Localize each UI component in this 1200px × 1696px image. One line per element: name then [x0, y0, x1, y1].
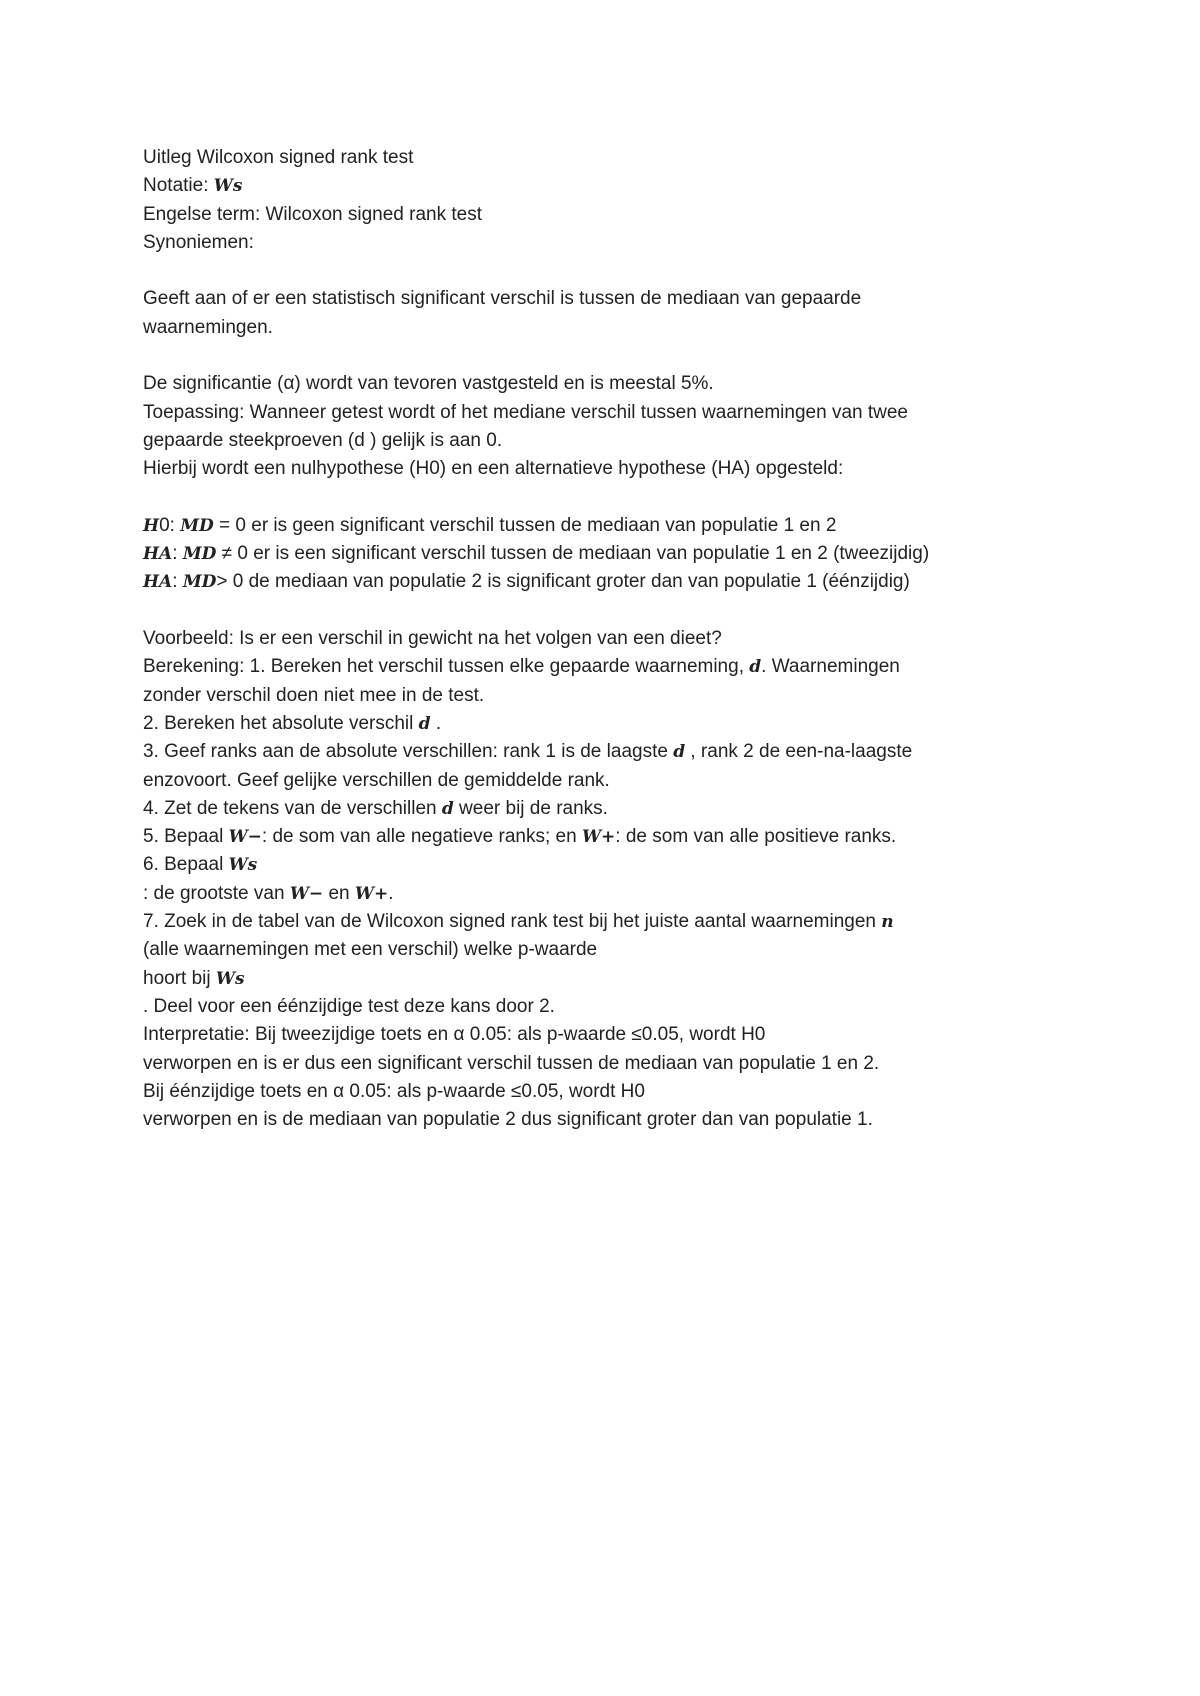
interpretation-line-2: verworpen en is er dus een significant verschil tussen de mediaan van populatie 1 en 2.	[143, 1052, 880, 1074]
hypotheses-intro-line: Hierbij wordt een nulhypothese (H0) en een alternatieve hypothese (HA) opgesteld:	[143, 458, 844, 480]
ha-text-1: :	[172, 571, 183, 593]
step-text: .	[430, 712, 442, 734]
intro-line-1: Geeft aan of er een statistisch significant verschil is tussen de mediaan van gepaarde	[143, 288, 862, 310]
step-text: 4. Zet de tekens van de verschillen	[143, 797, 442, 819]
step-3-line	[143, 738, 1103, 766]
step-text: : de som van alle positieve ranks.	[615, 826, 897, 848]
paragraph-gap	[143, 342, 1103, 370]
w-plus-symbol: W+	[354, 883, 389, 904]
step-7-line-2: (alle waarnemingen met een verschil) welke p-waarde	[143, 939, 598, 961]
interpretation-line-4: verworpen en is de mediaan van populatie 2 dus significant groter dan van populatie 1.	[143, 1109, 873, 1131]
step-7-line-3	[143, 965, 1103, 993]
ha-symbol: HA	[143, 572, 173, 593]
notation-symbol: Ws	[213, 176, 243, 197]
ha-symbol: HA	[143, 544, 173, 565]
step-text: hoort bij	[143, 967, 216, 989]
step-text: 3. Geef ranks aan de absolute verschillen: rank 1 is de laagste	[143, 741, 674, 763]
d-symbol: d	[441, 798, 454, 819]
h0-text-1: 0:	[159, 514, 181, 536]
ha-text-2: ≠ 0 er is een significant verschil tussen de mediaan van populatie 1 en 2 (tweezijdig)	[216, 543, 930, 565]
ha-text-2: > 0 de mediaan van populatie 2 is significant groter dan van populatie 1 (éénzijdig)	[216, 571, 910, 593]
step-text: : de grootste van	[143, 882, 290, 904]
calc-line-1	[143, 653, 1103, 681]
synonyms-line: Synoniemen:	[143, 231, 254, 253]
example-line: Voorbeeld: Is er een verschil in gewicht na het volgen van een dieet?	[143, 628, 722, 650]
intro-line-2: waarnemingen.	[143, 316, 273, 338]
step-text: 6. Bepaal	[143, 854, 229, 876]
ha-two-sided-line	[143, 540, 1103, 568]
paragraph-gap	[143, 257, 1103, 285]
d-symbol: d	[749, 657, 762, 678]
step-3-line-2: enzovoort. Geef gelijke verschillen de gemiddelde rank.	[143, 769, 610, 791]
w-plus-symbol: W+	[581, 827, 616, 848]
calc-line-2: zonder verschil doen niet mee in de test.	[143, 684, 485, 706]
document-body	[143, 144, 1103, 1134]
d-symbol: d	[673, 742, 686, 763]
step-text: : de som van alle negatieve ranks; en	[261, 826, 582, 848]
h0-line	[143, 512, 1103, 540]
d-symbol: d	[418, 713, 431, 734]
calc-text: Berekening: 1. Bereken het verschil tussen elke gepaarde waarneming,	[143, 656, 750, 678]
ha-md-symbol: MD	[182, 544, 217, 565]
ha-text-1: :	[172, 543, 183, 565]
ha-one-sided-line	[143, 568, 1103, 596]
application-line-2: gepaarde steekproeven (d ) gelijk is aan 0.	[143, 429, 503, 451]
step-6-line-2	[143, 880, 1103, 908]
w-minus-symbol: W−	[228, 827, 262, 848]
h0-text-2: = 0 er is geen significant verschil tussen de mediaan van populatie 1 en 2	[213, 514, 837, 536]
interpretation-line-1: Interpretatie: Bij tweezijdige toets en α 0.05: als p-waarde ≤0.05, wordt H0	[143, 1024, 766, 1046]
step-text: weer bij de ranks.	[453, 797, 608, 819]
calc-text: . Waarnemingen	[761, 656, 900, 678]
paragraph-gap	[143, 597, 1103, 625]
step-text: 2. Bereken het absolute verschil	[143, 712, 419, 734]
significance-line: De significantie (α) wordt van tevoren vastgesteld en is meestal 5%.	[143, 373, 714, 395]
ws-symbol: Ws	[215, 968, 245, 989]
step-text: en	[323, 882, 355, 904]
step-7-line-4: . Deel voor een éénzijdige test deze kans door 2.	[143, 995, 555, 1017]
step-4-line	[143, 795, 1103, 823]
notation-line	[143, 172, 1103, 200]
paragraph-gap	[143, 484, 1103, 512]
step-6-line	[143, 851, 1103, 879]
step-text: , rank 2 de een-na-laagste	[685, 741, 913, 763]
h0-symbol: H	[143, 515, 160, 536]
h0-md-symbol: MD	[180, 515, 214, 536]
notation-label: Notatie:	[143, 175, 214, 197]
interpretation-line-3: Bij éénzijdige toets en α 0.05: als p-waarde ≤0.05, wordt H0	[143, 1080, 645, 1102]
step-7-line	[143, 908, 1103, 936]
step-text: 5. Bepaal	[143, 826, 229, 848]
step-text: .	[388, 882, 394, 904]
w-minus-symbol: W−	[289, 883, 324, 904]
english-term-line: Engelse term: Wilcoxon signed rank test	[143, 203, 482, 225]
step-2-line	[143, 710, 1103, 738]
ha-md-symbol: MD	[182, 572, 217, 593]
step-5-line	[143, 823, 1103, 851]
application-line-1: Toepassing: Wanneer getest wordt of het mediane verschil tussen waarnemingen van twee	[143, 401, 909, 423]
doc-title: Uitleg Wilcoxon signed rank test	[143, 147, 414, 168]
n-symbol: n	[881, 912, 894, 933]
ws-symbol: Ws	[228, 855, 258, 876]
step-text: 7. Zoek in de tabel van de Wilcoxon signed rank test bij het juiste aantal waarnemingen	[143, 911, 882, 933]
